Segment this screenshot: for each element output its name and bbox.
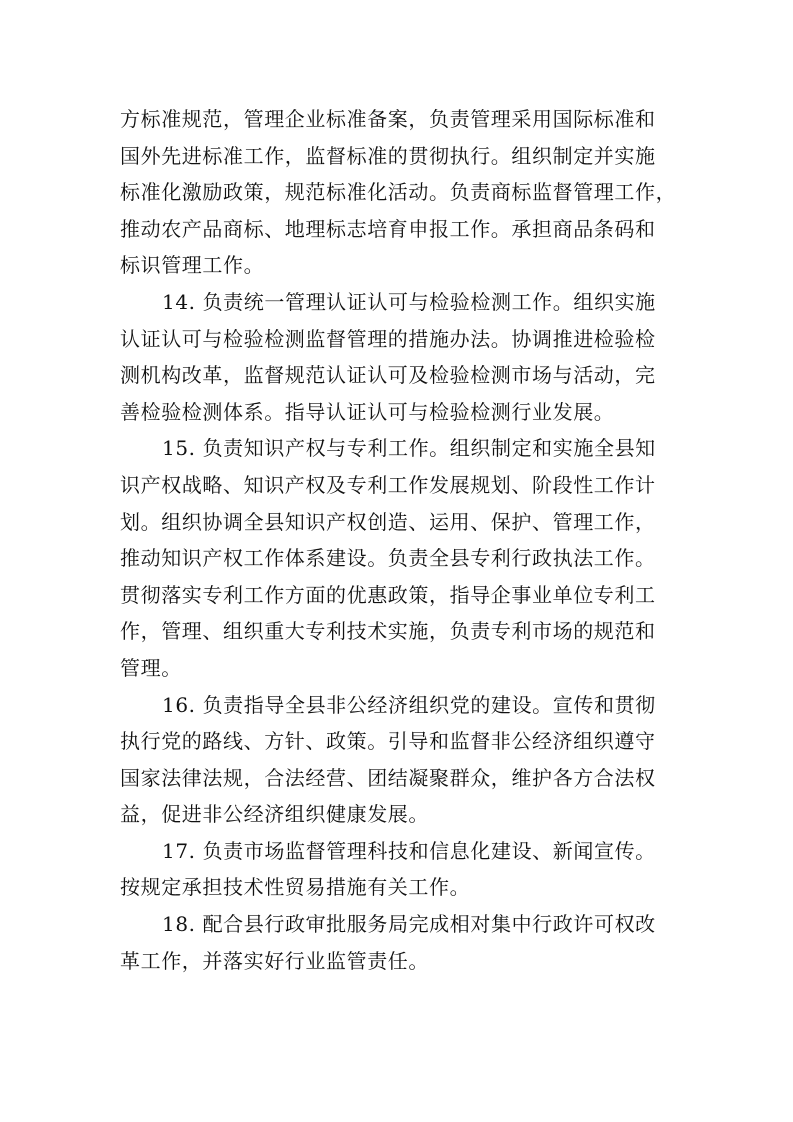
text-line: 标准化激励政策，规范标准化活动。负责商标监督管理工作， xyxy=(120,180,677,205)
text-line: 管理。 xyxy=(120,655,182,680)
text-line: 革工作，并落实好行业监管责任。 xyxy=(120,948,429,973)
text-line: 测机构改革，监督规范认证认可及检验检测市场与活动，完 xyxy=(120,363,656,388)
paragraph-item-14 xyxy=(120,284,680,430)
text-line: 贯彻落实专利工作方面的优惠政策，指导企事业单位专利工 xyxy=(120,582,656,607)
text-line: 国外先进标准工作，监督标准的贯彻执行。组织制定并实施 xyxy=(120,143,656,168)
text-line: 按规定承担技术性贸易措施有关工作。 xyxy=(120,875,471,900)
text-line: 认证认可与检验检测监督管理的措施办法。协调推进检验检 xyxy=(120,326,656,351)
text-line: 作，管理、组织重大专利技术实施，负责专利市场的规范和 xyxy=(120,619,656,644)
text-line: 推动农产品商标、地理标志培育申报工作。承担商品条码和 xyxy=(120,216,656,241)
paragraph-item-16 xyxy=(120,687,680,833)
paragraph-item-18 xyxy=(120,906,680,979)
text-line: 14. 负责统一管理认证认可与检验检测工作。组织实施 xyxy=(162,289,656,314)
text-line: 16. 负责指导全县非公经济组织党的建设。宣传和贯彻 xyxy=(162,692,656,717)
text-line: 标识管理工作。 xyxy=(120,253,265,278)
paragraph-continuation xyxy=(120,101,680,284)
document-body xyxy=(120,101,680,979)
text-line: 国家法律法规，合法经营、团结凝聚群众，维护各方合法权 xyxy=(120,765,656,790)
text-line: 划。组织协调全县知识产权创造、运用、保护、管理工作， xyxy=(120,509,656,534)
text-line: 15. 负责知识产权与专利工作。组织制定和实施全县知 xyxy=(162,436,656,461)
text-line: 推动知识产权工作体系建设。负责全县专利行政执法工作。 xyxy=(120,546,656,571)
paragraph-item-15 xyxy=(120,430,680,686)
text-line: 善检验检测体系。指导认证认可与检验检测行业发展。 xyxy=(120,399,615,424)
paragraph-item-17 xyxy=(120,833,680,906)
text-line: 方标准规范，管理企业标准备案，负责管理采用国际标准和 xyxy=(120,107,656,131)
text-line: 益，促进非公经济组织健康发展。 xyxy=(120,802,429,827)
text-line: 识产权战略、知识产权及专利工作发展规划、阶段性工作计 xyxy=(120,472,656,497)
text-line: 17. 负责市场监督管理科技和信息化建设、新闻宣传。 xyxy=(162,838,656,863)
text-line: 执行党的路线、方针、政策。引导和监督非公经济组织遵守 xyxy=(120,729,656,754)
text-line: 18. 配合县行政审批服务局完成相对集中行政许可权改 xyxy=(162,912,656,937)
